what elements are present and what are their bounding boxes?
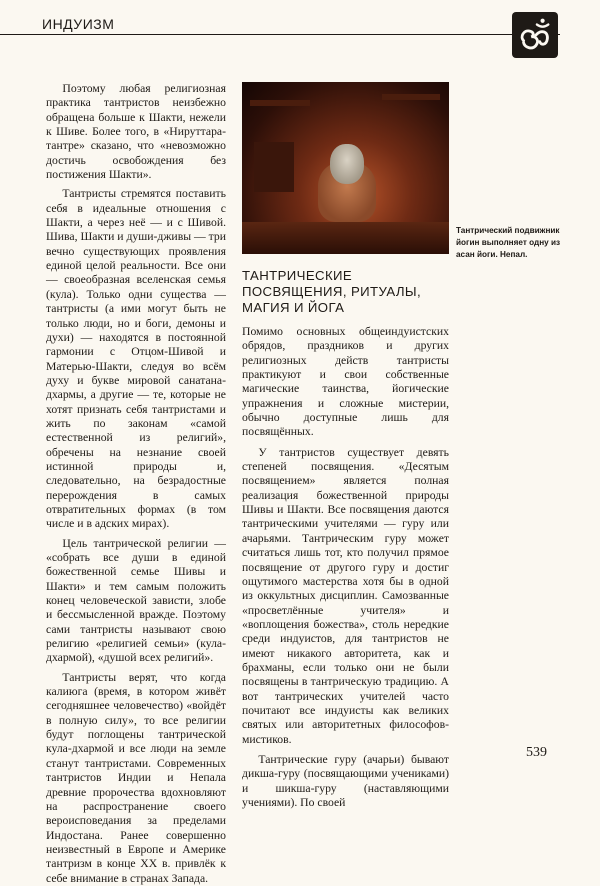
header-rule	[0, 34, 560, 35]
paragraph: Помимо основных общеиндуистских обрядов, праздников и других религиозных действ тантристы практикуют и свои собственные магические таинства, йогические упражнения и сложные мистерии, обычно доступные лишь для посвящённых.	[242, 325, 449, 439]
pot	[254, 142, 294, 192]
left-column	[46, 82, 226, 886]
paragraph: Поэтому любая религиозная практика тантристов неизбежно обращена больше к Шакти, нежели к Шиве. Более того, в «Нируттара-тантре» сказано, что «невозможно достичь освобождения без постижения Шакти».	[46, 82, 226, 182]
yogi-photo	[242, 82, 449, 254]
yogi-hair	[330, 144, 364, 184]
paragraph: Тантрические гуру (ачарьи) бывают дикша-гуру (посвящающими учениками) и шикша-гуру (наставляющими учениями). По своей	[242, 752, 449, 809]
paragraph: Тантристы стремятся поставить себя в идеальные отношения с Шакти, а через неё — и с Шивой. Шива, Шакти и души-дживы — три вечно существующих проявления единой целой реальности. Все они — своеобразная вселенская семья (кула). Только одни существа — тантристы (а ими могут быть не только люди, но и боги, демоны и духи) — находятся в постоянной гармонии с Отцом-Шивой и Матерью-Шакти, следуя во всём духу и букве мировой санатана-дхармы, а другие — те, которые не хотят признать себя тантристами и жить по законам «самой естественной из религий», обречены на незнание своей истинной природы и, следовательно, на безрадостные перерождения в самых отвратительных формах (в том числе и в адских мирах).	[46, 187, 226, 531]
photo-caption: Тантрический подвижник йогин выполняет одну из асан йоги. Непал.	[456, 226, 561, 259]
section-heading: ТАНТРИЧЕСКИЕ ПОСВЯЩЕНИЯ, РИТУАЛЫ, МАГИЯ И ЙОГА	[242, 268, 422, 315]
paragraph: Цель тантрической религии — «собрать все души в единой божественной семье Шивы и Шакти» и тем самым положить конец человеческой зависти, злобе и бессмысленной вражде. Поэтому сами тантристы называют свою религию «религией семьи» (кула-дхармой), «душой всех религий».	[46, 536, 226, 665]
om-symbol-icon	[512, 12, 558, 58]
shelf	[382, 94, 440, 100]
paragraph: Тантристы верят, что когда калиюга (время, в котором живёт сегодняшнее человечество) «войдёт в полную силу», то все религии будут поглощены тантрической кула-дхармой и все люди на земле станут тантристами. Современных тантристов Индии и Непала древние пророчества вдохновляют на распространение своего вероисповедания за пределами Индостана. Ранее совершенно неизвестный в Европе и Америке тантризм в конце XX в. привлёк к себе внимание в странах Запада.	[46, 670, 226, 885]
right-column	[242, 325, 449, 810]
shelf	[250, 100, 310, 106]
page-number: 539	[526, 745, 547, 760]
floor	[242, 222, 449, 254]
section-label: ИНДУИЗМ	[42, 16, 115, 32]
paragraph: У тантристов существует девять степеней посвящения. «Десятым посвящением» является полная реализация божественной природы Шивы и Шакти. Все посвящения даются тантрическими учителями — гуру или ачарьями. Тантрическим гуру может считаться лишь тот, кто получил прямое посвящение от другого гуру и достиг ощутимого мастерства хотя бы в одной из оккультных дисциплин. Самозванные «просветлённые учителя» и «воплощения божества», столь нередкие среди индуистов, для тантристов не имеют никакого авторитета, как и брахманы, если только они не были посвящены в тантрическую традицию. А вот тантрических учителей часто почитают все индуисты как великих святых или авторитетных философов-мистиков.	[242, 445, 449, 746]
